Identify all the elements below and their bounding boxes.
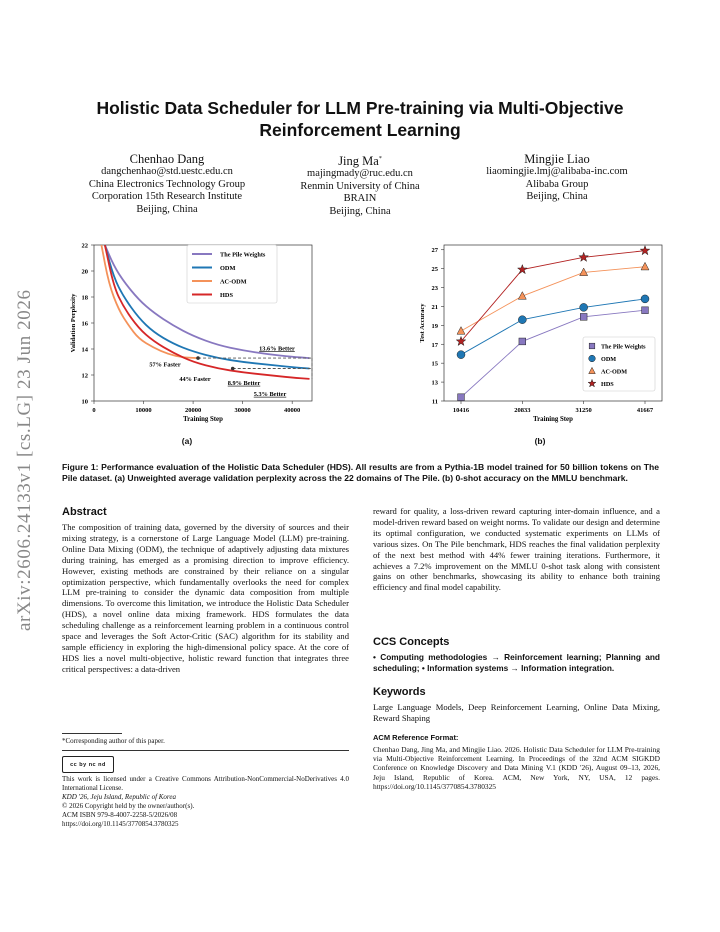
legend-label: AC-ODM <box>220 278 247 286</box>
data-point-square <box>458 394 465 401</box>
doi-link[interactable]: https://doi.org/10.1145/3770854.3780325 <box>62 820 179 828</box>
chart-test-accuracy <box>410 238 672 434</box>
cc-license-badge[interactable] <box>62 756 114 773</box>
legend-label: ODM <box>220 264 236 272</box>
legend-label: The Pile Weights <box>220 251 266 259</box>
data-point-star <box>518 265 528 274</box>
y-tick-label: 27 <box>431 247 438 255</box>
annotation-label: 5.3% Better <box>253 390 287 398</box>
series-line-ac-odm <box>101 245 198 358</box>
x-tick-label: 41667 <box>636 407 654 414</box>
data-point-square <box>580 313 587 320</box>
isbn: ACM ISBN 979-8-4007-2258-5/2026/08 <box>62 811 178 819</box>
y-tick-label: 18 <box>81 294 88 302</box>
author-block-3 <box>462 152 652 204</box>
copyright: © 2026 Copyright held by the owner/author(s). <box>62 802 195 810</box>
data-point-square <box>519 338 526 345</box>
data-point-square <box>642 307 649 314</box>
footnote: *Corresponding author of this paper. <box>62 737 165 745</box>
annotation-label: 57% Faster <box>149 361 181 369</box>
y-tick-label: 20 <box>81 268 88 276</box>
venue: KDD '26, Jeju Island, Republic of Korea <box>62 793 176 801</box>
annotation-label: 13.6% Better <box>259 345 295 353</box>
chart-validation-perplexity <box>62 238 332 434</box>
data-point-circle <box>518 316 526 324</box>
author-affiliation: Alibaba Group <box>525 178 589 190</box>
x-tick-label: 10000 <box>135 407 152 414</box>
legend-label: HDS <box>601 380 614 388</box>
series-line-ac-odm <box>461 267 645 331</box>
data-point-triangle <box>457 327 465 335</box>
cc-badge-label: cc by nc nd <box>70 761 106 768</box>
author-email[interactable]: liaomingjie.lmj@alibaba-inc.com <box>486 166 628 177</box>
author-affiliation: Corporation 15th Research Institute <box>91 191 243 203</box>
annotation-label: 44% Faster <box>179 375 211 383</box>
y-tick-label: 16 <box>81 320 88 328</box>
y-tick-label: 23 <box>431 285 438 293</box>
y-tick-label: 14 <box>81 346 88 354</box>
subcaption-a: (a) <box>181 436 193 446</box>
data-point-triangle <box>641 262 649 270</box>
data-point-circle <box>580 303 588 311</box>
series-line-hds <box>461 251 645 342</box>
figure-caption: Figure 1: Performance evaluation of the Holistic Data Scheduler (HDS). All results are from a Pythia-1B model trained for 50 billion tokens on The Pile dataset. (a) Unweighted average validation perplexity across the 22 domains of The Pile. (b) 0-shot accuracy on the MMLU benchmark. <box>62 462 659 483</box>
y-tick-label: 10 <box>81 398 88 406</box>
keywords: Large Language Models, Deep Reinforcement Learning, Online Data Mixing, Reward Shaping <box>373 702 660 723</box>
abstract-text: The composition of training data, governed by the diversity of sources and their mixing strategy, is a cornerstone of Large Language Model (LLM) pre-training. Online Data Mixing (ODM), the technique of adaptively adjusting data mixtures during training, has emerged as a promising direction to improve efficiency. However, existing methods are constrained by their reliance on a singular optimization perspective, which fundamentally overlooks the need for complex LLM pre-training to consider the dynamic data composition from multiple dimensions. To overcome this limitation, we introduce the Holistic Data Scheduler (HDS), a novel online data mixing framework. HDS formulates the data scheduling challenge as a reinforcement learning problem in a continuous control space and leverages the Soft Actor-Critic (SAC) algorithm for its stability and sample efficiency in exploring the high-dimensional policy space. At the core of HDS lies a novel multi-objective, holistic reward function that integrates three critical perspectives: a data-driven <box>62 522 349 674</box>
data-point-star <box>640 246 650 255</box>
y-tick-label: 11 <box>431 398 438 406</box>
y-tick-label: 17 <box>431 341 438 349</box>
y-tick-label: 22 <box>81 242 88 250</box>
ccs-concepts: • Computing methodologies → Reinforcement learning; Planning and scheduling; • Information systems → Information integration. <box>373 652 660 673</box>
data-point-circle <box>457 351 465 359</box>
acm-reference-heading: ACM Reference Format: <box>373 733 459 742</box>
marker-dot <box>231 367 235 371</box>
title-line-2: Reinforcement Learning <box>259 120 461 140</box>
author-name: Chenhao Dang <box>129 152 205 166</box>
title-line-1: Holistic Data Scheduler for LLM Pre-training via Multi-Objective <box>96 98 624 118</box>
y-axis-label: Test Accuracy <box>419 303 426 343</box>
author-email[interactable]: dangchenhao@std.uestc.edu.cn <box>101 166 233 177</box>
legend-label: AC-ODM <box>601 368 628 376</box>
legend-label: ODM <box>601 355 617 363</box>
x-tick-label: 20000 <box>184 407 202 414</box>
x-tick-label: 20833 <box>514 407 531 414</box>
arxiv-stamp: arXiv:2606.24133v1 [cs.LG] 23 Jun 2026 <box>14 289 35 631</box>
abstract-text-continued: reward for quality, a loss-driven reward capturing inter-domain influence, and a model-driven reward based on weight norms. To validate our design and determine its optimal configuration, we conducted systematic experiments on LLMs of various sizes. On The Pile benchmark, HDS reaches the final validation perplexity of the next best method with 44% fewer training iterations. Furthermore, it achieves a 7.2% improvement on the MMLU 0-shot task along with consistent gains on other benchmarks, showcasing its ability to enhance both training efficiency and final model capability. <box>373 506 660 593</box>
x-tick-label: 30000 <box>234 407 251 414</box>
y-axis-label: Validation Perplexity <box>70 293 77 353</box>
y-tick-label: 15 <box>431 360 438 368</box>
author-email[interactable]: majingmady@ruc.edu.cn <box>307 168 413 180</box>
subcaption-b: (b) <box>534 436 546 446</box>
y-tick-label: 25 <box>431 266 438 274</box>
x-axis-label: Training Step <box>183 416 223 423</box>
license-text: This work is licensed under a Creative Commons Attribution-NonCommercial-NoDerivatives 4.0 International License. <box>62 775 349 792</box>
x-tick-label: 10416 <box>452 407 470 414</box>
keywords-heading: Keywords <box>373 686 426 698</box>
author-name: Jing Ma* <box>338 154 382 169</box>
x-tick-label: 0 <box>92 407 96 414</box>
data-point-circle <box>641 295 649 303</box>
abstract-heading: Abstract <box>62 506 107 518</box>
footnote-rule <box>62 733 122 734</box>
author-location: Beijing, China <box>329 205 391 217</box>
author-affiliation: China Electronics Technology Group <box>88 178 246 190</box>
author-block-1 <box>72 152 262 216</box>
data-point-circle <box>589 355 596 362</box>
acm-reference-text: Chenhao Dang, Jing Ma, and Mingjie Liao. 2026. Holistic Data Scheduler for LLM Pre-training via Multi-Objective Reinforcement Learning. In Proceedings of the 32nd ACM SIGKDD Conference on Knowledge Discovery and Data Mining V.1 (KDD '26), August 09–13, 2026, Jeju Island, Republic of Korea. ACM, New York, NY, USA, 12 pages. https://doi.org/10.1145/3770854.3780325 <box>373 745 660 791</box>
author-affiliation: BRAIN <box>343 193 377 205</box>
legend-label: HDS <box>220 291 233 299</box>
annotation-label: 8.9% Better <box>227 379 261 387</box>
ccs-heading: CCS Concepts <box>373 636 450 648</box>
author-location: Beijing, China <box>136 203 198 215</box>
marker-dot <box>196 356 200 360</box>
author-block-2 <box>270 152 450 219</box>
y-tick-label: 21 <box>431 303 438 311</box>
y-tick-label: 12 <box>81 372 88 380</box>
x-tick-label: 40000 <box>284 407 301 414</box>
footer-rule <box>62 750 349 751</box>
paper-title <box>60 97 660 141</box>
legend-label: The Pile Weights <box>601 343 646 351</box>
data-point-square <box>589 343 595 349</box>
author-name: Mingjie Liao <box>524 152 590 166</box>
author-affiliation: Renmin University of China <box>300 180 420 192</box>
author-location: Beijing, China <box>526 191 588 203</box>
y-tick-label: 19 <box>431 322 438 330</box>
x-axis-label: Training Step <box>533 416 573 423</box>
y-tick-label: 13 <box>431 379 438 387</box>
data-point-star <box>579 252 589 261</box>
x-tick-label: 31250 <box>575 407 592 414</box>
